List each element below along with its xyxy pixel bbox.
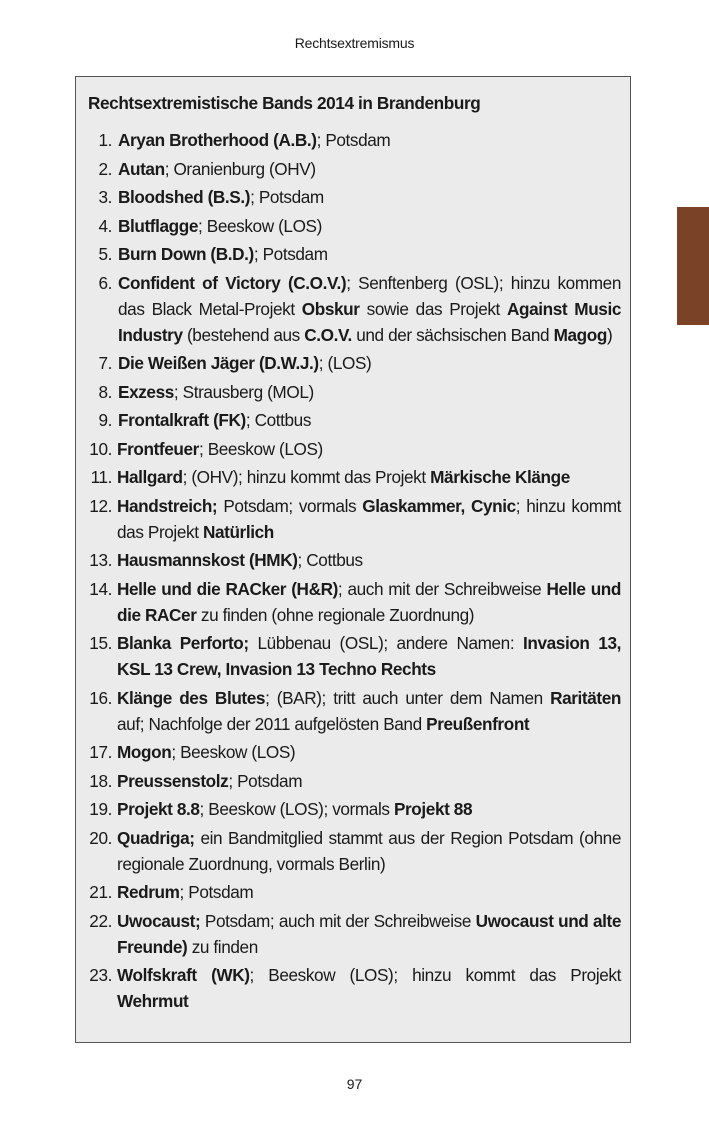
band-name: Against Music Industry [118, 298, 622, 345]
list-item [76, 464, 632, 490]
band-name: Helle und die RACer [117, 578, 621, 625]
band-name: Helle und die RACker (H&R) [117, 578, 338, 599]
band-name: Frontalkraft (FK) [118, 410, 246, 430]
list-item-number: 5. [98, 244, 112, 264]
band-name: Projekt 88 [393, 799, 473, 819]
band-details: ; Potsdam [228, 770, 303, 791]
band-name: Bloodshed (B.S.) [118, 187, 251, 207]
band-name: C.O.V. [304, 324, 352, 345]
box-title: Rechtsextremistische Bands 2014 in Brandenburg [88, 93, 481, 113]
band-name: Redrum [117, 882, 180, 902]
list-item-number: 14. [89, 578, 112, 599]
list-item-number: 6. [98, 272, 112, 293]
band-details: ; (OHV); hinzu kommt das Projekt [182, 467, 431, 487]
list-item-number: 7. [98, 353, 112, 373]
band-name: Magog [553, 324, 607, 345]
band-details: ; Beeskow (LOS) [171, 742, 296, 762]
band-name: Handstreich; [117, 495, 218, 516]
band-details: ; hinzu kommt das Projekt [117, 495, 621, 542]
band-name: Uwocaust; [117, 910, 201, 931]
band-name: Aryan Brotherhood (A.B.) [118, 130, 317, 150]
list-item-number: 21. [89, 882, 112, 902]
band-details: ; Potsdam [250, 187, 324, 207]
band-name: Wehrmut [117, 991, 189, 1011]
band-name: Hausmannskost (HMK) [117, 550, 298, 570]
band-details: und der sächsischen Band [351, 324, 554, 345]
band-name: Exzess [118, 381, 174, 402]
list-item-number: 4. [98, 215, 112, 236]
band-details: ; Beeskow (LOS) [198, 438, 323, 459]
band-name: Die Weißen Jäger (D.W.J.) [118, 353, 319, 373]
band-name: Burn Down (B.D.) [118, 244, 254, 264]
band-name: Mogon [117, 742, 172, 762]
band-details: ; Beeskow (LOS); vormals [199, 799, 394, 819]
band-details: (bestehend aus [182, 324, 305, 345]
band-details: ; Potsdam [316, 130, 391, 150]
list-item [76, 630, 632, 682]
list-item-number: 18. [89, 770, 112, 791]
band-details: ; Potsdam [253, 244, 328, 264]
band-details: Lübbenau (OSL); andere Namen: [248, 633, 523, 653]
list-item-number: 17. [89, 742, 112, 762]
band-details: ein Bandmitglied stammt aus der Region Potsdam (ohne regionale Zuordnung, vormals Berlin) [117, 827, 621, 874]
list-item [76, 213, 632, 239]
running-header: Rechtsextremismus [294, 35, 415, 51]
band-details: ; (LOS) [318, 353, 372, 373]
list-item-number: 3. [98, 187, 112, 207]
list-item [76, 436, 632, 462]
band-name: Frontfeuer [117, 438, 199, 459]
list-item-number: 20. [89, 827, 112, 848]
band-details: Potsdam; vormals [217, 495, 363, 516]
list-item [76, 407, 632, 433]
band-details: auf; Nachfolge der 2011 aufgelösten Band [117, 713, 427, 734]
band-details: ; Beeskow (LOS); hinzu kommt das Projekt [249, 965, 621, 985]
list-item [76, 350, 632, 376]
band-name: Hallgard [117, 467, 183, 487]
band-name: Raritäten [550, 687, 621, 708]
band-name: Klänge des Blutes [117, 687, 266, 708]
list-item [76, 241, 632, 267]
band-details: ; Cottbus [245, 410, 312, 430]
list-item-number: 10. [89, 438, 112, 459]
list-item-number: 13. [89, 550, 112, 570]
band-details: ; Oranienburg (OHV) [164, 158, 316, 179]
band-details: ) [606, 324, 613, 345]
list-item-number: 19. [89, 799, 112, 819]
band-list [76, 127, 632, 1017]
list-item-number: 22. [89, 910, 112, 931]
band-name: Märkische Klänge [430, 467, 570, 487]
list-item [76, 270, 632, 348]
list-item [76, 547, 632, 573]
list-item-number: 2. [98, 158, 112, 179]
band-name: Projekt 8.8 [117, 799, 200, 819]
band-details: Potsdam; auch mit der Schreibweise [200, 910, 476, 931]
band-name: Blutflagge [118, 215, 199, 236]
list-item-number: 23. [89, 965, 112, 985]
list-item [76, 768, 632, 794]
band-name: Obskur [301, 298, 360, 319]
list-item [76, 379, 632, 405]
band-details: zu finden [187, 936, 258, 957]
band-name: Quadriga; [117, 827, 195, 848]
band-name: Uwocaust und alte Freunde) [117, 910, 621, 957]
list-item [76, 825, 632, 877]
list-item-number: 11. [90, 467, 112, 487]
list-item [76, 493, 632, 545]
band-details: ; Cottbus [297, 550, 363, 570]
list-item [76, 962, 632, 1014]
list-item [76, 796, 632, 822]
band-details: ; auch mit der Schreibweise [337, 578, 547, 599]
list-item-number: 12. [89, 495, 112, 516]
page-number: 97 [346, 1076, 363, 1092]
list-item-number: 8. [98, 381, 112, 402]
list-item-number: 15. [89, 633, 112, 653]
band-name: Preussenstolz [117, 770, 229, 791]
band-name: Glaskammer, Cynic [362, 495, 516, 516]
band-details: ; (BAR); tritt auch unter dem Namen [265, 687, 551, 708]
list-item [76, 127, 632, 153]
band-name: Blanka Perforto; [117, 633, 249, 653]
band-details: zu finden (ohne regionale Zuordnung) [196, 604, 475, 625]
info-box [75, 76, 631, 1043]
band-name: Confident of Victory (C.O.V.) [118, 272, 347, 293]
list-item-number: 16. [89, 687, 112, 708]
list-item [76, 685, 632, 737]
band-name: Autan [118, 158, 165, 179]
band-details: ; Potsdam [179, 882, 254, 902]
list-item [76, 739, 632, 765]
list-item [76, 156, 632, 182]
list-item [76, 576, 632, 628]
band-details: ; Strausberg (MOL) [173, 381, 314, 402]
band-details: sowie das Projekt [359, 298, 507, 319]
chapter-tab-marker [677, 207, 709, 325]
list-item [76, 908, 632, 960]
band-name: Preußenfront [426, 713, 530, 734]
band-name: Invasion 13, KSL 13 Crew, Invasion 13 Techno Rechts [117, 633, 621, 679]
list-item-number: 1. [98, 130, 112, 150]
list-item-number: 9. [98, 410, 112, 430]
band-details: ; Senftenberg (OSL); hinzu kommen das Black Metal-Projekt [118, 272, 621, 319]
band-name: Wolfskraft (WK) [117, 965, 250, 985]
list-item [76, 879, 632, 905]
list-item [76, 184, 632, 210]
band-details: ; Beeskow (LOS) [198, 215, 322, 236]
band-name: Natürlich [202, 521, 274, 542]
